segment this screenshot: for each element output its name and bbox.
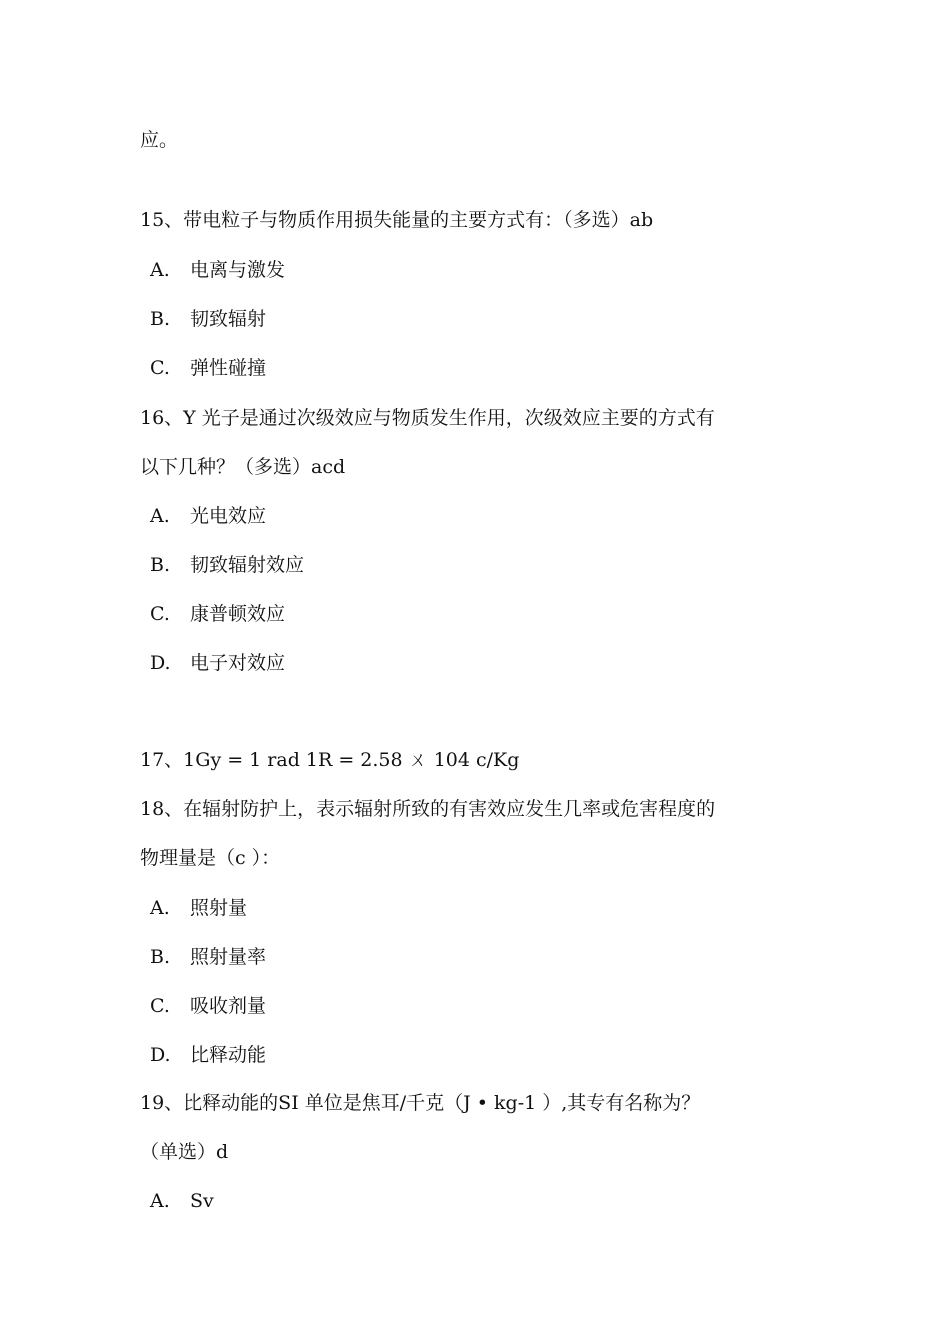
option-letter: B. [150,946,171,968]
option-text: 韧致辐射 [190,308,267,330]
option-letter: A. [150,1190,170,1212]
question-19-line-2: （单选）d [140,1141,229,1163]
question-18-line-1: 18、在辐射防护上，表示辐射所致的有害效应发生几率或危害程度的 [140,798,716,820]
q15-option-a [150,258,285,282]
option-letter: A. [150,897,170,919]
option-text: Sv [190,1190,214,1212]
option-text: 电离与激发 [190,259,286,281]
option-letter: D. [150,652,171,674]
option-text: 康普顿效应 [190,603,286,625]
q19-option-a [150,1189,214,1213]
option-text: 光电效应 [190,505,267,527]
option-text: 电子对效应 [190,652,286,674]
question-18-line-2: 物理量是（c ）： [140,847,281,869]
q15-option-b [150,307,266,331]
option-text: 照射量率 [190,946,267,968]
q18-option-b [150,945,266,969]
q16-option-b [150,553,304,577]
option-letter: C. [150,357,170,379]
option-letter: B. [150,308,171,330]
question-17: 17、1Gy = 1 rad 1R = 2.58 ㄨ 104 c/Kg [140,749,520,771]
option-letter: C. [150,603,170,625]
option-text: 弹性碰撞 [190,357,267,379]
q16-option-c [150,602,285,626]
question-16-line-1: 16、Y 光子是通过次级效应与物质发生作用，次级效应主要的方式有 [140,407,715,429]
continuation-text: 应。 [140,129,179,151]
question-19-line-1: 19、比释动能的SI 单位是焦耳/千克（J • kg-1 ）,其专有名称为？ [140,1092,701,1114]
option-letter: A. [150,505,170,527]
option-text: 吸收剂量 [190,995,267,1017]
option-text: 比释动能 [190,1044,267,1066]
option-letter: C. [150,995,170,1017]
q18-option-c [150,994,266,1018]
q16-option-a [150,504,266,528]
q15-option-c [150,356,266,380]
option-text: 韧致辐射效应 [190,554,305,576]
option-letter: A. [150,259,170,281]
option-text: 照射量 [190,897,248,919]
q18-option-d [150,1043,266,1067]
option-letter: B. [150,554,171,576]
q16-option-d [150,651,285,675]
question-16-line-2: 以下几种？（多选）acd [140,456,346,478]
q18-option-a [150,896,247,920]
option-letter: D. [150,1044,171,1066]
question-15: 15、带电粒子与物质作用损失能量的主要方式有：（多选）ab [140,209,654,231]
